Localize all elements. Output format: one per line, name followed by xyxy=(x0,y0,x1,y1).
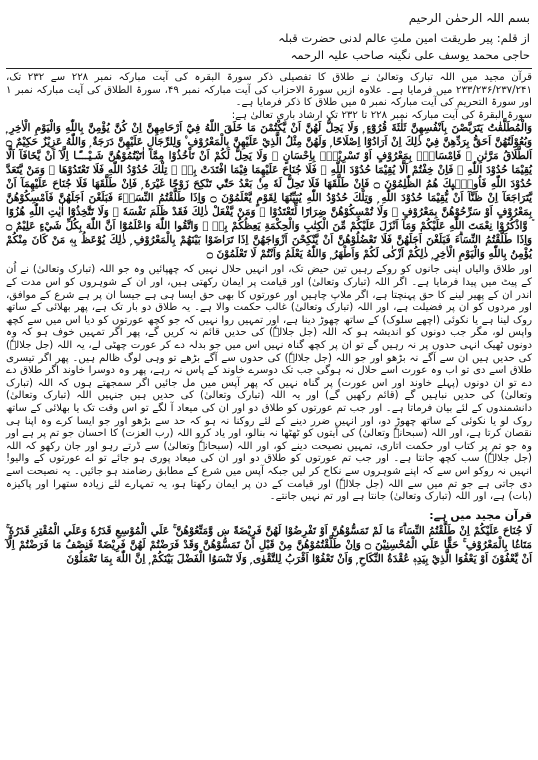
quran-verses-block-2: لَا جُنَاحَ عَلَيْكُمْ اِنْ طَلَّقْتُمُ النِّسَاۗءَ مَا لَمْ تَمَسُّوْھُنَّ اَوْ تَفْرِضُوْا لَهُنَّ فَرِيْضَةً ښ وَّمَتِّعُوْھُنَّ ۚ عَلَي الْمُوْسِعِ قَدَرُهٗ وَعَلَي الْمُقْتِرِ قَدَرُهٗ ۚ مَتَاعًۢا بِالْمَعْرُوْفِ ۚ حَقًّا عَلَي الْمُحْسِنِيْنَ ۝ وَاِنْ طَلَّقْتُمُوْھُنَّ مِنْ قَبْلِ اَنْ تَمَسُّوْھُنَّ وَقَدْ فَرَضْتُمْ لَهُنَّ فَرِيْضَةً فَنِصْفُ مَا فَرَضْتُمْ اِلَّآ اَنْ يَّعْفُوْنَ اَوْ يَعْفُوَا الَّذِيْ بِيَدِهٖ عُقْدَةُ النِّكَاحِ ۭ وَاَنْ تَعْفُوْٓا اَقْرَبُ لِلتَّقْوٰى ۭ وَلَا تَنْسَوُا الْفَضْلَ بَيْنَكُمْ ۭ اِنَّ اللّٰهَ بِمَا تَعْمَلُوْنَ xyxy=(6,524,532,565)
intro-paragraph: قرآن مجید میں اللہ تبارک وتعالیٰ نے طلاق کا تفصیلی ذکر سورۃ البقرہ کی آیت مبارکہ نمبر ۲۲۸ سے ۲۳۲ تک، ۲۳۳/۲۳۶/۲۳۷/۲۴۱ میں فرمایا ہے۔ علاوہ ازیں سورۃ الاحزاب کی آیت مبارکہ نمبر ۴۹، سورۃ الطلاق کی آیت مبارکہ نمبر ۱ اور سورۃ التحریم کی آیت مبارکہ نمبر ۵ میں طلاق کا ذکر فرمایا ہے۔ xyxy=(6,72,533,109)
header-divider xyxy=(6,68,532,69)
urdu-translation-block-1: اور طلاق والیاں اپنی جانوں کو روکے رہیں تین حیض تک، اور انہیں حلال نہیں کہ چھپائیں وہ جو اللہ (تبارک وتعالیٰ) نے اُن کے پیٹ میں پیدا فرمایا ہے۔ اگر اللہ (تبارک وتعالیٰ) اور قیامت پر ایمان رکھتی ہیں، اور ان کے شوہروں کو اس مدت کے اندر ان کے پھیر لینے کا حق پہنچتا ہے، اگر ملاپ چاہیں اور عورتوں کا بھی حق ایسا ہی ہے جیسا ان پر ہے شرع کے موافق، اور مردوں کو ان پر فضیلت ہے، اور اللہ (تبارک وتعالیٰ) غالب حکمت والا ہے۔ یہ طلاق دو بار تک ہے، پھر بھلائی کے ساتھ روک لینا ہے یا نکوئی (اچھے سلوک) کے ساتھ چھوڑ دینا ہے، اور تمہیں روا نہیں کہ جو کچھ عورتوں کو دیا اس میں سے کچھ واپس لو، مگر جب دونوں کو اندیشہ ہو کہ اللہ (جل جلالہٗ) کی حدیں قائم نہ کریں گے، پھر اگر تمہیں خوف ہو کہ وہ دونوں ٹھیک انہی حدوں پر نہ رہیں گے تو ان پر کچھ گناہ نہیں اس میں جو بدلہ دے کر عورت چھٹی لے، یہ اللہ (جل جلالہٗ) کی حدیں ہیں ان سے آگے نہ بڑھو اور جو اللہ (جل جلالہٗ) کی حدوں سے آگے بڑھے تو وہی لوگ ظالم ہیں۔ پھر اگر تیسری طلاق اسے دی تو اب وہ عورت اسے حلال نہ ہوگی جب تک دوسرے خاوند کے پاس نہ رہے، پھر وہ دوسرا خاوند اگر طلاق دے دے تو ان دونوں (پہلے خاوند اور اس عورت) پر گناہ نہیں کہ پھر آپس میں مل جائیں اگر سمجھتے ہوں کہ اللہ (تبارک وتعالیٰ) کی حدیں نباہیں گے (قائم رکھیں گے) اور یہ اللہ (تبارک وتعالیٰ) کی حدیں ہیں جنہیں اللہ (تبارک وتعالیٰ) دانشمندوں کے لئے بیان فرماتا ہے۔ اور جب تم عورتوں کو طلاق دو اور ان کی میعاد آ لگے تو اس وقت تک یا بھلائی کے ساتھ روک لو یا نکوئی کے ساتھ چھوڑ دو، اور انہیں ضرر دینے کے لئے روکنا نہ ہو کہ حد سے بڑھو اور جو ایسا کرے وہ اپنا ہی نقصان کرتا ہے، اور اللہ (سبحانہٗ وتعالیٰ) کی آیتوں کو ٹھٹھا نہ بنالو، اور یاد کرو اللہ (رب العزت) کا احسان جو تم پر ہے اور وہ جو تم پر کتاب اور حکمت اتاری، تمہیں نصیحت دینے کو، اور اللہ (سبحانہٗ وتعالیٰ) سے ڈرتے رہو اور جان رکھو کہ اللہ (جل جلالہٗ) سب کچھ جانتا ہے۔ اور جب تم عورتوں کو طلاق دو اور ان کی میعاد پوری ہو جائے تو اے عورتوں کے والیو! انہیں نہ روکو اس سے کہ اپنے شوہروں سے نکاح کر لیں جبکہ آپس میں شرع کے مطابق رضامند ہو جائیں۔ یہ نصیحت اسے دی جاتی ہے جو تم میں سے اللہ (جل جلالہٗ) اور قیامت کے دن پر ایمان رکھتا ہو، یہ تمہارے لئے زیادہ ستھرا اور پاکیزہ (بات) ہے، اور اللہ (تبارک وتعالیٰ) جانتا ہے اور تم نہیں جانتے۔ xyxy=(6,264,532,503)
section-heading: قرآن مجید میں ہے: xyxy=(429,508,532,522)
author-line-2: حاجی محمد یوسف علی نگینہ صاحب علیہ الرحمہ xyxy=(290,48,530,62)
basmala: بسم اللہ الرحمٰن الرحیم xyxy=(408,11,530,25)
author-line-1: از قلم: پیر طریقت امین ملتِ عالم لدنی حضرت قبلہ xyxy=(278,31,530,45)
quran-verses-block-1: وَالْمُطَلَّقٰتُ يَتَرَبَّصْنَ بِاَنْفُسِهِنَّ ثَلٰثَةَ قُرُوْٓءٍ ۭ وَلَا يَحِلُّ لَهُنَّ اَنْ يَّكْتُمْنَ مَا خَلَقَ اللّٰهُ فِيْٓ اَرْحَامِهِنَّ اِنْ كُنَّ يُؤْمِنَّ بِاللّٰهِ وَالْيَوْمِ الْاٰخِرِ ۭ وَبُعُوْلَتُهُنَّ اَحَقُّ بِرَدِّهِنَّ فِيْ ذٰلِكَ اِنْ اَرَادُوْٓا اِصْلَاحًا ۭ وَلَهُنَّ مِثْلُ الَّذِيْ عَلَيْهِنَّ بِالْمَعْرُوْفِ ۠ وَلِلرِّجَالِ عَلَيْهِنَّ دَرَجَةٌ ۭ وَاللّٰهُ عَزِيْزٌ حَكِيْمٌ ۝ اَلطَّلَاقُ مَرَّتٰنِ ۠ فَاِمْسَاكٌۢ بِمَعْرُوْفٍ اَوْ تَسْرِيْحٌۢ بِاِحْسَانٍ ۭ وَلَا يَحِلُّ لَكُمْ اَنْ تَاْخُذُوْا مِمَّآ اٰتَيْتُمُوْهُنَّ شَـيْـــًٔـا اِلَّآ اَنْ يَّخَافَآ اَلَّا يُقِيْمَا حُدُوْدَ اللّٰهِ ۭ فَاِنْ خِفْتُمْ اَلَّا يُقِيْمَا حُدُوْدَ اللّٰهِ ۙ فَلَا جُنَاحَ عَلَيْهِمَا فِيْمَا افْتَدَتْ بِهٖ ۭ تِلْكَ حُدُوْدُ اللّٰهِ فَلَا تَعْتَدُوْهَا ۚ وَمَنْ يَّتَعَدَّ حُدُوْدَ اللّٰهِ فَاُولٰۗىِٕكَ هُمُ الظّٰلِمُوْنَ ۝ فَاِنْ طَلَّقَهَا فَلَا تَحِلُّ لَهٗ مِنْۢ بَعْدُ حَتّٰي تَنْكِحَ زَوْجًا غَيْرَهٗ ۭ فَاِنْ طَلَّقَهَا فَلَا جُنَاحَ عَلَيْهِمَآ اَنْ يَّتَرَاجَعَآ اِنْ ظَنَّآ اَنْ يُّقِيْمَا حُدُوْدَ اللّٰهِ ۭ وَتِلْكَ حُدُوْدُ اللّٰهِ يُبَيِّنُهَا لِقَوْمٍ يَّعْلَمُوْنَ ۝ وَاِذَا طَلَّقْتُمُ النِّسَاۗءَ فَبَلَغْنَ اَجَلَهُنَّ فَاَمْسِكُوْهُنَّ بِمَعْرُوْفٍ اَوْ سَرِّحُوْهُنَّ بِمَعْرُوْفٍ ۠ وَلَا تُمْسِكُوْهُنَّ ضِرَارًا لِّتَعْتَدُوْا ۚ وَمَنْ يَّفْعَلْ ذٰلِكَ فَقَدْ ظَلَمَ نَفْسَهٗ ۭ وَلَا تَتَّخِذُوْٓا اٰيٰتِ اللّٰهِ هُزُوًا ۡ وَّاذْكُرُوْا نِعْمَتَ اللّٰهِ عَلَيْكُمْ وَمَآ اَنْزَلَ عَلَيْكُمْ مِّنَ الْكِتٰبِ وَالْحِكْمَةِ يَعِظُكُمْ بِهٖ ۭ وَاتَّقُوا اللّٰهَ وَاعْلَمُوْٓا اَنَّ اللّٰهَ بِكُلِّ شَيْءٍ عَلِيْمٌ ۝ وَاِذَا طَلَّقْتُمُ النِّسَاۗءَ فَبَلَغْنَ اَجَلَهُنَّ فَلَا تَعْضُلُوْھُنَّ اَنْ يَّنْكِحْنَ اَزْوَاجَهُنَّ اِذَا تَرَاضَوْا بَيْنَهُمْ بِالْمَعْرُوْفِ ۭ ذٰلِكَ يُوْعَظُ بِهٖ مَنْ كَانَ مِنْكُمْ يُؤْمِنُ بِاللّٰهِ وَالْيَوْمِ الْاٰخِرِ ۭ ذٰلِكُمْ اَزْكٰى لَكُمْ وَاَطْهَرُ ۭ وَاللّٰهُ يَعْلَمُ وَاَنْتُمْ لَا تَعْلَمُوْنَ ۝ xyxy=(6,122,532,260)
verse-lead-in: سورۃ البقرۃ کی آیت مبارکہ نمبر ۲۲۸ تا ۲۳۲ تک ارشاد باری تعالیٰ ہے: xyxy=(231,109,532,121)
